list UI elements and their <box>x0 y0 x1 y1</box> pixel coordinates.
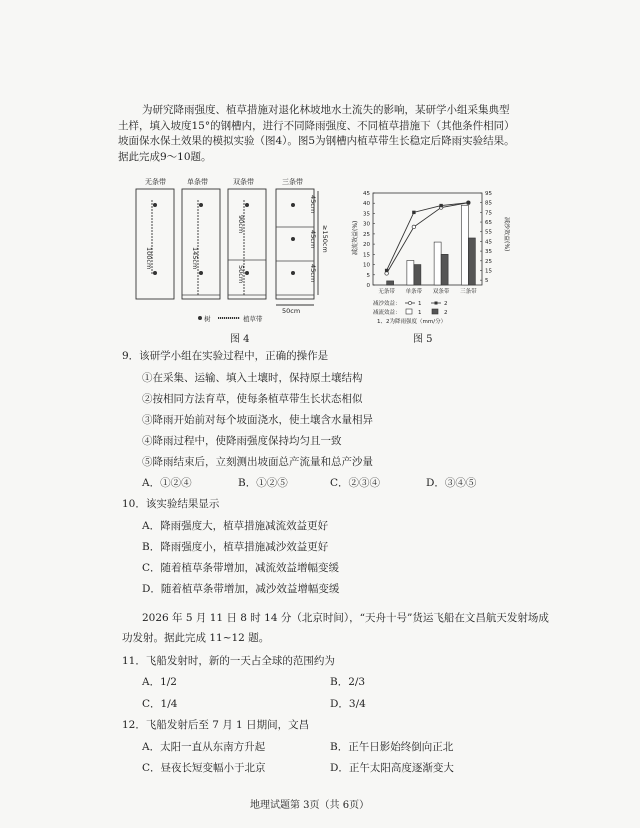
q12-option-d: D．正午太阳高度逐渐变大 <box>330 762 454 774</box>
q9-item-2: ②按相同方法育草，使每条植草带生长状态相似 <box>142 393 363 405</box>
legend-line-2-marker <box>435 302 438 305</box>
fig4-panel-label-2: 单条带 <box>187 178 208 186</box>
x-category-label: 无条带 <box>378 289 395 295</box>
y-left-tick-label: 40 <box>363 201 370 208</box>
legend-line-2-label: 2 <box>444 301 448 307</box>
y-left-tick-label: 20 <box>363 242 370 249</box>
q11-stem: 11．飞船发射时，新的一天占全球的范围约为 <box>122 655 335 667</box>
q12-option-a: A．太阳一直从东南方升起 <box>142 741 266 753</box>
bar-2 <box>414 265 421 285</box>
y-left-tick-label: 30 <box>363 221 370 228</box>
line-point-1 <box>412 225 416 229</box>
q12-stem: 12．飞船发射后至 7 月 1 日期间，文昌 <box>122 719 310 731</box>
intro2-line-2: 功发射。据此完成 11~12 题。 <box>122 632 270 644</box>
fig4-dim-4c: 45cm <box>309 264 317 283</box>
y-right-tick-label: 95 <box>485 191 492 197</box>
y-right-tick-label: 15 <box>485 268 492 275</box>
q9-stem: 9．该研学小组在实验过程中，正确的操作是 <box>122 350 329 362</box>
q12-option-b: B．正午日影始终倒向正北 <box>330 741 454 753</box>
y-right-tick-label: 65 <box>485 220 492 227</box>
page-footer: 地理试题第 3页（共 6页） <box>250 800 370 811</box>
legend-tree-label: 树 <box>204 315 211 323</box>
x-category-label: 双条带 <box>432 289 450 295</box>
y-left-tick-label: 5 <box>366 272 370 279</box>
bar-2 <box>468 238 475 285</box>
fig4-dim-1: 100cm <box>145 247 153 270</box>
y-left-tick-label: 10 <box>363 262 370 269</box>
y-right-tick-label: 5 <box>485 278 489 285</box>
q10-option-c: C．随着植草条带增加，减流效益增幅变缓 <box>142 562 340 574</box>
line-series-1 <box>387 203 469 274</box>
y-left-tick-label: 15 <box>363 252 370 259</box>
q10-option-d: D．随着植草条带增加，减沙效益增幅变缓 <box>142 583 340 595</box>
q11-option-a: A．1/2 <box>142 676 177 688</box>
fig4-panel-label-3: 双条带 <box>233 178 254 186</box>
y-left-tick-label: 0 <box>366 283 370 289</box>
y-right-axis-label: 减沙效益(%) <box>503 217 510 252</box>
figure-4 <box>130 175 355 325</box>
x-category-label: 单条带 <box>405 289 423 295</box>
q12-option-c: C．昼夜长短变幅小于北京 <box>142 762 266 774</box>
line-point-2 <box>467 201 470 204</box>
q9-option-a: A．①②④ <box>142 477 192 489</box>
q9-item-1: ①在采集、运输、填入土壤时，保持原土壤结构 <box>142 372 363 384</box>
figure-5-chart <box>345 185 510 330</box>
y-right-tick-label: 85 <box>485 200 492 207</box>
y-right-tick-label: 35 <box>485 249 492 256</box>
figure-4-caption: 图 4 <box>230 334 250 345</box>
q9-item-5: ⑤降雨结束后，立刻测出坡面总产流量和总产沙量 <box>142 456 373 468</box>
fig4-panel-label-1: 无条带 <box>145 178 166 186</box>
fig4-dim-width: 50cm <box>282 307 301 315</box>
legend-line-label: 减沙效益： <box>373 301 401 307</box>
legend-note: 1、2为降雨强度（mm/分） <box>377 319 447 325</box>
q9-option-c: C．②③④ <box>330 477 381 489</box>
q10-option-a: A．降雨强度大，植草措施减流效益更好 <box>142 520 329 532</box>
fig4-panel-4 <box>276 189 314 299</box>
legend-grass-label: 植草带 <box>243 315 263 323</box>
legend-line-1-marker <box>408 301 411 304</box>
legend-line-1-label: 1 <box>418 301 422 307</box>
bar-2 <box>441 254 448 285</box>
legend-bar-2 <box>432 309 438 314</box>
q11-option-d: D．3/4 <box>330 698 366 710</box>
q9-option-d: D．③④⑤ <box>426 477 477 489</box>
q11-option-b: B．2/3 <box>330 676 366 688</box>
fig4-panel-label-4: 三条带 <box>282 178 303 186</box>
y-right-tick-label: 25 <box>485 258 492 265</box>
figure-5-caption: 图 5 <box>413 334 433 345</box>
q10-stem: 10．该实验结果显示 <box>122 498 220 510</box>
bar-1 <box>461 205 468 285</box>
intro2-line-1: 2026 年 5 月 11 日 8 时 14 分（北京时间），“天舟十号”货运飞船在文昌航天发射场成 <box>142 612 549 624</box>
q10-option-b: B．降雨强度小，植草措施减沙效益更好 <box>142 541 329 553</box>
bar-1 <box>407 260 414 285</box>
fig4-dim-3a: 90cm <box>237 215 245 234</box>
line-series-2 <box>387 203 469 271</box>
y-right-tick-label: 45 <box>485 239 492 246</box>
y-left-tick-label: 35 <box>363 211 370 218</box>
legend-bar-1 <box>406 309 412 314</box>
fig4-dim-4b: 45cm <box>309 230 317 249</box>
bar-1 <box>434 242 441 285</box>
y-right-tick-label: 75 <box>485 210 492 217</box>
y-left-tick-label: 45 <box>363 191 370 197</box>
line-point-2 <box>412 211 415 214</box>
q9-item-3: ③降雨开始前对每个坡面浇水，使土壤含水量相异 <box>142 414 373 426</box>
y-left-axis-label: 减流效益(%) <box>352 220 359 255</box>
q9-option-b: B．①②⑤ <box>238 477 288 489</box>
line-point-2 <box>439 204 442 207</box>
fig4-dim-2: 145cm <box>191 247 199 270</box>
fig4-dim-4-total: ≥150cm <box>321 225 329 253</box>
tree-legend-icon <box>198 316 202 320</box>
legend-bar-label: 减流效益： <box>373 310 401 316</box>
bar-2 <box>387 281 394 285</box>
y-left-tick-label: 25 <box>363 231 370 238</box>
intro-paragraph: 为研究降雨强度、植草措施对退化林坡地水土流失的影响，某研学小组采集典型土样，填入坡度15°的钢槽内，进行不同降雨强度、不同植草措施下（其他条件相同）坡面保水保土效果的模拟实验（图4）。图5为钢槽内植草带生长稳定后降雨实验结果。据此完成9～10题。 <box>118 104 515 163</box>
legend-bar-1-label: 1 <box>418 310 422 316</box>
fig4-dim-3b: 50cm <box>237 265 245 284</box>
x-category-label: 三条带 <box>460 289 477 295</box>
q9-item-4: ④降雨过程中，使降雨强度保持均匀且一致 <box>142 435 342 447</box>
fig4-dim-4a: 45cm <box>309 195 317 214</box>
q11-option-c: C．1/4 <box>142 698 178 710</box>
line-point-2 <box>385 269 388 272</box>
legend-bar-2-label: 2 <box>444 310 448 316</box>
y-right-tick-label: 55 <box>485 229 492 236</box>
